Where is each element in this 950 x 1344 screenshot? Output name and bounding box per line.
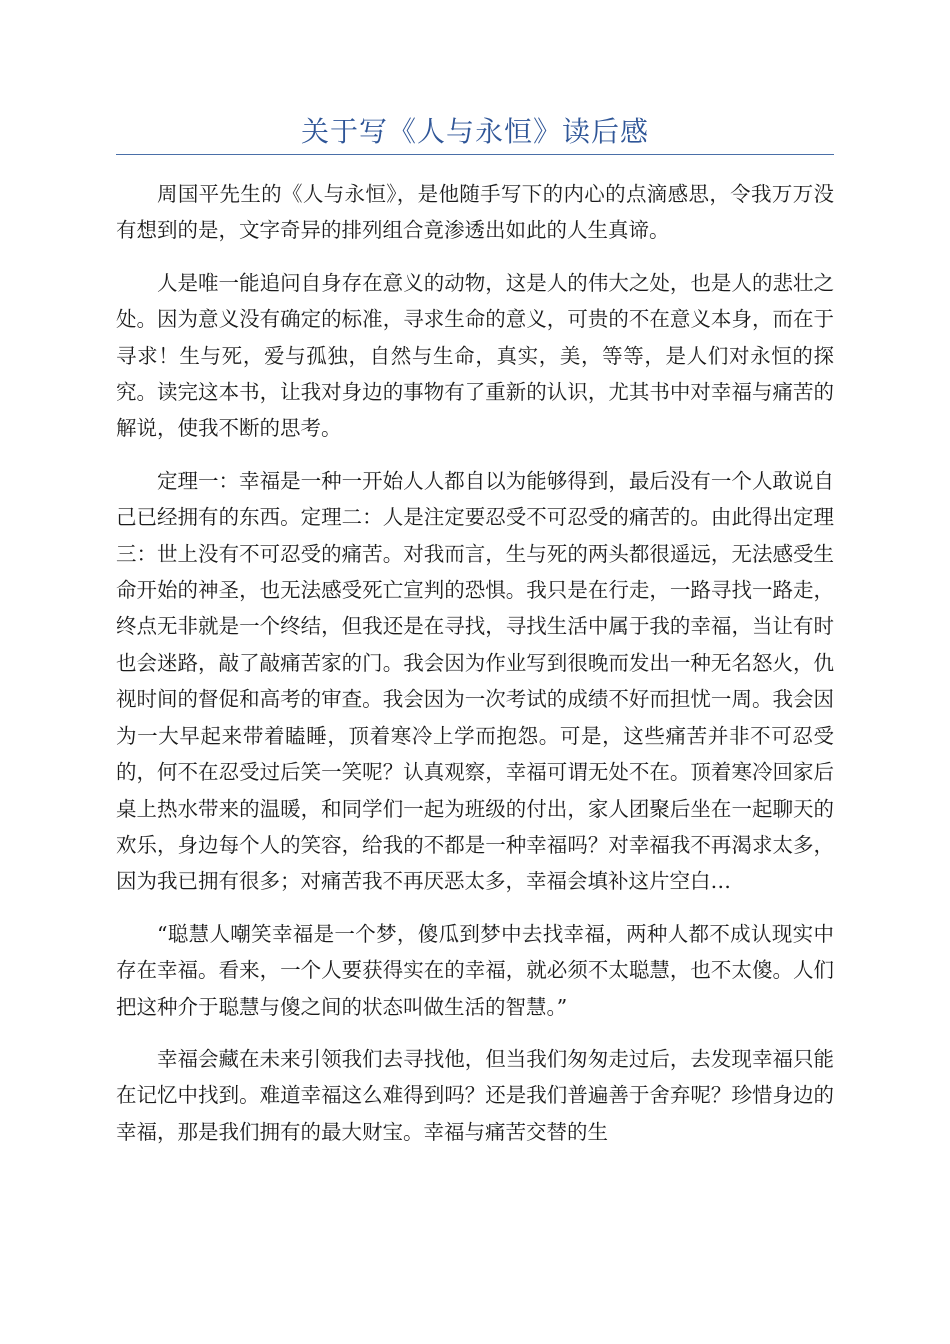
document-body xyxy=(116,176,834,1166)
paragraph-intro: 周国平先生的《人与永恒》，是他随手写下的内心的点滴感思，令我万万没有想到的是，文字奇异的排列组合竟渗透出如此的人生真谛。 xyxy=(116,182,834,243)
paragraph-meaning: 人是唯一能追问自身存在意义的动物，这是人的伟大之处，也是人的悲壮之处。因为意义没有确定的标准，寻求生命的意义，可贵的不在意义本身，而在于寻求！生与死，爱与孤独，自然与生命，真实，美，等等，是人们对永恒的探究。读完这本书，让我对身边的事物有了重新的认识，尤其书中对幸福与痛苦的解说，使我不断的思考。 xyxy=(116,270,834,441)
paragraph-theorems: 定理一：幸福是一种一开始人人都自以为能够得到，最后没有一个人敢说自己已经拥有的东西。定理二：人是注定要忍受不可忍受的痛苦的。由此得出定理三：世上没有不可忍受的痛苦。对我而言，生与死的两头都很遥远，无法感受生命开始的神圣，也无法感受死亡宣判的恐惧。我只是在行走，一路寻找一路走，终点无非就是一个终结，但我还是在寻找，寻找生活中属于我的幸福，当让有时也会迷路，敲了敲痛苦家的门。我会因为作业写到很晚而发出一种无名怒火，仇视时间的督促和高考的审查。我会因为一次考试的成绩不好而担忧一周。我会因为一大早起来带着瞌睡，顶着寒冷上学而抱怨。可是，这些痛苦并非不可忍受的，何不在忍受过后笑一笑呢？认真观察，幸福可谓无处不在。顶着寒冷回家后桌上热水带来的温暖，和同学们一起为班级的付出，家人团聚后坐在一起聊天的欢乐，身边每个人的笑容，给我的不都是一种幸福吗？对幸福我不再渴求太多，因为我已拥有很多；对痛苦我不再厌恶太多，幸福会填补这片空白… xyxy=(116,468,834,894)
document-title: 关于写《人与永恒》读后感 xyxy=(300,115,649,148)
paragraph-closing: 幸福会藏在未来引领我们去寻找他，但当我们匆匆走过后，去发现幸福只能在记忆中找到。难道幸福这么难得到吗？还是我们普遍善于舍弃呢？珍惜身边的幸福，那是我们拥有的最大财宝。幸福与痛苦交替的生 xyxy=(116,1046,834,1144)
title-underline xyxy=(116,154,834,155)
paragraph-quote: “聪慧人嘲笑幸福是一个梦，傻瓜到梦中去找幸福，两种人都不成认现实中存在幸福。看来，一个人要获得实在的幸福，就必须不太聪慧，也不太傻。人们把这种介于聪慧与傻之间的状态叫做生活的智慧。” xyxy=(116,921,834,1019)
